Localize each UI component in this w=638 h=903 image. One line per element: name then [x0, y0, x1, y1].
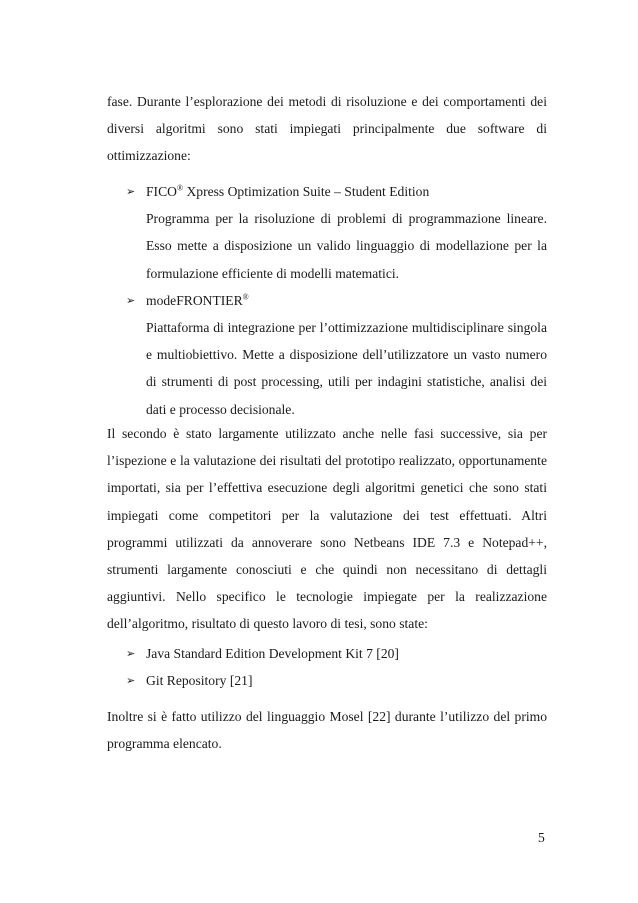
registered-mark: ® — [176, 183, 184, 193]
list-item-java: ➢ Java Standard Edition Development Kit 7 [20] — [126, 640, 547, 667]
list-item-git: ➢ Git Repository [21] — [126, 667, 547, 694]
page-number: 5 — [538, 830, 545, 845]
list-item-description: Piattaforma di integrazione per l’ottimizzazione multidisciplinare singola e multiobiettivo. Mette a disposizione dell’utilizzatore un vasto numero di strumenti di post processing, utili per indagini statistiche, analisi dei dati e processo decisionale. — [146, 320, 547, 417]
list-item-fico — [126, 178, 547, 287]
paragraph-mosel: Inoltre si è fatto utilizzo del linguaggio Mosel [22] durante l’utilizzo del primo programma elencato. — [107, 709, 547, 752]
paragraph-tools: Il secondo è stato largamente utilizzato anche nelle fasi successive, sia per l’ispezione e la valutazione dei risultati del prototipo realizzato, opportunamente importati, sia per l’effettiva esecuzione degli algoritmi genetici che sono stati impiegati come competitori per la valutazione dei test effettuati. Altri programmi utilizzati da annoverare sono Netbeans IDE 7.3 e Notepad++, strumenti largamente conosciuti e che quindi non necessitano di dettagli aggiuntivi. Nello specifico le tecnologie impiegate per la realizzazione dell’algoritmo, risultato di questo lavoro di tesi, sono state: — [107, 426, 547, 632]
registered-mark: ® — [242, 292, 249, 302]
arrowhead-bullet-icon: ➢ — [126, 647, 136, 660]
paragraph-intro: fase. Durante l’esplorazione dei metodi di risoluzione e dei comportamenti dei diversi algoritmi sono stati impiegati principalmente due software di ottimizzazione: — [107, 94, 547, 164]
software-list — [126, 178, 547, 423]
list-item-title: modeFRONTIER® — [146, 292, 249, 308]
arrowhead-bullet-icon: ➢ — [126, 185, 136, 198]
arrowhead-bullet-icon: ➢ — [126, 674, 136, 688]
arrowhead-bullet-icon: ➢ — [126, 293, 136, 307]
list-item-description: Programma per la risoluzione di problemi di programmazione lineare. Esso mette a disposizione un valido linguaggio di modellazione per la formulazione efficiente di modelli matematici. — [146, 211, 547, 281]
list-item-title: FICO® Xpress Optimization Suite – Student Edition — [146, 183, 430, 199]
technology-list — [126, 640, 547, 694]
list-item-modefrontier — [126, 287, 547, 423]
